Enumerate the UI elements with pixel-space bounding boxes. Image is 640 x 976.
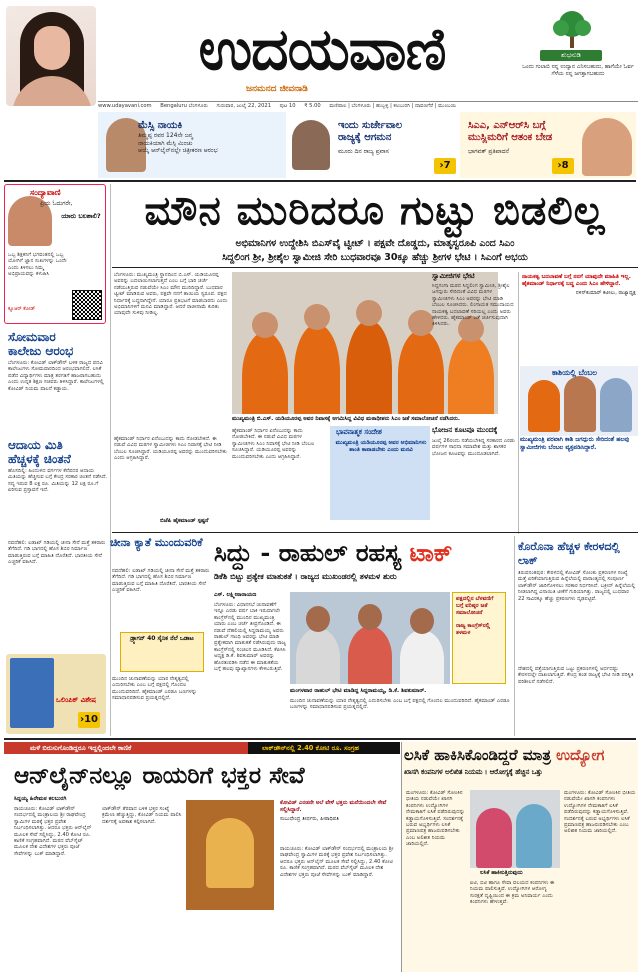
- sub-story-headline[interactable]: ಭೋಜನ ಕೂಟವೂ ಮುಂದಕ್ಕೆ: [432, 426, 498, 434]
- bottom-byline: ಸಿದ್ದಯ್ಯ ಹಿರೇಮಠ ಕಲಬುರಗಿ: [14, 796, 67, 802]
- promo-messi[interactable]: [98, 112, 286, 178]
- section-divider: [112, 267, 638, 268]
- page-count: ಪುಟ 10: [279, 103, 296, 109]
- bottom-article-body: ಲಾಕ್‌ಡೌನ್ ತೆರವಾದ ಬಳಿಕ ಭಕ್ತರ ಸಂಖ್ಯೆ ಕ್ರಮೇಣ ಹೆಚ್ಚುತ್ತಿದ್ದು, ಕೋವಿಡ್ ನಿಯಮ ಪಾಲಿಸಿ ದರ್ಶನಕ್ಕೆ ಅವಕಾಶ ಕಲ್ಪಿಸಲಾಗಿದೆ.: [102, 806, 182, 825]
- main-headline[interactable]: ಮೌನ ಮುರಿದರೂ ಗುಟ್ಟು ಬಿಡಲಿಲ್ಲ: [144, 187, 606, 234]
- article-body: ಹೊಸದಿಲ್ಲಿ: ಹಿಂದುಳಿದ ವರ್ಗಗಳ ಕೆನೆಪದರ ಆದಾಯ ಮಿತಿಯನ್ನು ಹೆಚ್ಚಿಸುವ ಬಗ್ಗೆ ಕೇಂದ್ರ ಸರಕಾರ ಚಿಂತನೆ ನಡೆಸಿದೆ. ಸದ್ಯ ಇರುವ 8 ಲಕ್ಷ ರೂ. ಮಿತಿಯನ್ನು 12 ಲಕ್ಷ ರೂ.ಗೆ ಏರಿಸುವ ಪ್ರಸ್ತಾವನೆ ಇದೆ.: [8, 468, 108, 494]
- promo-surjewala[interactable]: [288, 112, 458, 178]
- corona-body: ದೇಶದಲ್ಲಿ ಪತ್ತೆಯಾಗುತ್ತಿರುವ ಒಟ್ಟು ಪ್ರಕರಣಗಳಲ್ಲಿ ಅರ್ಧದಷ್ಟು ಕೇರಳದಲ್ಲೇ ದಾಖಲಾಗುತ್ತಿವೆ. ಕೇಂದ್ರ ತಂಡ ರಾಜ್ಯಕ್ಕೆ ಭೇಟಿ ನೀಡಿ ಪರಿಸ್ಥಿತಿ ಪರಿಶೀಲನೆ ನಡೆಸಲಿದೆ.: [518, 666, 634, 685]
- promo-thumbnail: [292, 120, 330, 170]
- second-headline[interactable]: [214, 536, 514, 570]
- reader-poll-question: ಯಾರು ಬಲಶಾಲಿ?: [61, 212, 101, 220]
- olympic-special-promo[interactable]: [6, 654, 106, 734]
- corona-body: ತಿರುವನಂತಪುರ: ಕೇರಳದಲ್ಲಿ ಕೋವಿಡ್ ಸೋಂಕು ಪ್ರಕರಣಗಳ ಸಂಖ್ಯೆ ಮತ್ತೆ ಏರಿಕೆಯಾಗುತ್ತಿರುವ ಹಿನ್ನೆಲೆಯಲ್ಲಿ ವಾರಾಂತ್ಯದಲ್ಲಿ ಸಂಪೂರ್ಣ ಲಾಕ್‌ಡೌನ್ ಜಾರಿಗೊಳಿಸಲು ಸರಕಾರ ನಿರ್ಧರಿಸಿದೆ. ಬಕ್ರೀದ್ ಹಿನ್ನೆಲೆಯಲ್ಲಿ ನೀಡಲಾಗಿದ್ದ ವಿನಾಯಿತಿ ಟೀಕೆಗೆ ಗುರಿಯಾಗಿತ್ತು. ರಾಜ್ಯದಲ್ಲಿ ಬುಧವಾರ 22 ಸಾವಿರಕ್ಕೂ ಹೆಚ್ಚು ಪ್ರಕರಣಗಳು ದೃಢಪಟ್ಟಿವೆ.: [518, 570, 636, 602]
- promo-sub: ನಾಯಕಿಯಾಗಿ ಮೆಸ್ಸಿ ಮಿಂಚು: [138, 139, 193, 147]
- promo-bar: [98, 112, 636, 178]
- bottom-quote: [280, 800, 396, 823]
- side-photo-title: ಕಾಶಿಯಲ್ಲಿ ಬೆಂಬಲ: [552, 368, 598, 377]
- china-badge: ಡ್ರ್ಯಾಗನ್ 40 ಸೈನಿಕ ನೆಲೆ ಒಡಾಟ: [120, 632, 204, 672]
- masthead-portrait-image: [6, 6, 96, 106]
- page-number-badge: ›8: [552, 158, 574, 174]
- column-divider: [110, 184, 111, 736]
- vaccine-headline-accent: ಉದ್ಯೋಗ: [556, 746, 605, 764]
- bottom-kicker-highlight: ಲಾಕ್‌ಡೌನ್‌ನಲ್ಲಿ 2.40 ಕೋಟಿ ರೂ. ಸಂಗ್ರಹ: [248, 742, 400, 754]
- main-photo-caption: ಮುಖ್ಯಮಂತ್ರಿ ಬಿ.ಎಸ್. ಯಡಿಯೂರಪ್ಪ ಅವರ ನಿವಾಸಕ್ಕೆ ಆಗಮಿಸಿದ್ದ ವಿವಿಧ ಮಠಾಧೀಶರು ಸಿಎಂ ಜತೆ ಸಮಾಲೋಚನೆ ನಡೆಸಿದರು.: [232, 416, 460, 422]
- olympic-special-title: ಒಲಿಂಪಿಕ್ ವಿಶೇಷ: [56, 696, 97, 704]
- promo-bhagwat[interactable]: [460, 112, 636, 178]
- bottom-kicker: ಮಳೆ ಬಿರುಸುಗೊಂಡಿದ್ದರೂ ಇದ್ದಲ್ಲಿಂದಲೇ ಕಾಣಿಕೆ: [4, 742, 400, 754]
- vaccine-photo-caption: ಲಸಿಕೆ ಹಾಕಿಸುತ್ತಿರುವುದು: [480, 870, 523, 876]
- bottom-quote-author: ಸುಬುಧೇಂದ್ರ ತೀರ್ಥರು, ಪೀಠಾಧಿಪತಿ: [280, 816, 339, 822]
- swami-subhead: ಸ್ವಾಮೀಜಿಗಳ ಭೇಟಿ: [432, 272, 475, 280]
- sub-story-body: ಜುಲೈ 26ರಂದು ನಡೆಯಬೇಕಿದ್ದ ಸರಕಾರದ ಎರಡು ವರ್ಷಗಳ ಸಾಧನಾ ಸಮಾವೇಶ ಮತ್ತು ಶಾಸಕರ ಭೋಜನ ಕೂಟವನ್ನು ಮುಂದೂಡಲಾಗಿದೆ.: [432, 438, 515, 457]
- bottom-article-body: ರಾಯಚೂರು: ಕೋವಿಡ್ ಲಾಕ್‌ಡೌನ್ ಸಂದರ್ಭದಲ್ಲಿ ಮಂತ್ರಾಲಯ ಶ್ರೀ ರಾಘವೇಂದ್ರ ಸ್ವಾಮಿಗಳ ಮಠಕ್ಕೆ ಭಕ್ತರ ಪ್ರವೇಶ ನಿರ್ಬಂಧಿಸಲಾಗಿತ್ತು. ಆದರೂ ಭಕ್ತರು ಆನ್‌ಲೈನ್ ಮೂಲಕ ಸೇವೆ ಸಲ್ಲಿಸಿದ್ದು, 2.40 ಕೋಟಿ ರೂ. ಕಾಣಿಕೆ ಸಂಗ್ರಹವಾಗಿದೆ. ಮಠದ ವೆಬ್‌ಸೈಟ್ ಮೂಲಕ ದೇಶ ವಿದೇಶಗಳ ಭಕ್ತರು ಪೂಜೆ ಸೇವೆಗಳನ್ನು ಬುಕ್ ಮಾಡಿದ್ದಾರೆ.: [14, 806, 92, 857]
- article-headline[interactable]: ಆದಾಯ ಮಿತಿ: [8, 438, 63, 452]
- main-article-byline: ಬಿಜೆಪಿ ಹೈಕಮಾಂಡ್ ಸ್ಪಷ್ಟನೆ: [160, 518, 209, 524]
- article-body: ನವದೆಹಲಿ: ಲಡಾಖ್ ಗಡಿಯಲ್ಲಿ ಚೀನಾ ಸೇನೆ ಮತ್ತೆ ತಕರಾರು ತೆಗೆದಿದೆ. ಗಡಿ ಭಾಗದಲ್ಲಿ ಹೊಸ ಶಿಬಿರ ನಿರ್ಮಾಣ ಮಾಡುತ್ತಿರುವ ಬಗ್ಗೆ ಮಾಹಿತಿ ದೊರೆತಿದೆ. ಭಾರತೀಯ ಸೇನೆ ಎಚ್ಚರಿಕೆ ವಹಿಸಿದೆ.: [8, 540, 106, 566]
- website-link[interactable]: www.udayavani.com: [98, 103, 152, 109]
- china-body: ಮುಂದಿನ ಚುನಾವಣೆಯನ್ನು ಯಾರ ನೇತೃತ್ವದಲ್ಲಿ ಎದುರಿಸಬೇಕು ಎಂಬ ಬಗ್ಗೆ ಪಕ್ಷದಲ್ಲಿ ಗೊಂದಲ ಮುಂದುವರಿದಿದೆ. ಹೈಕಮಾಂಡ್ ಎರಡೂ ಬಣಗಳನ್ನು ಸಮಾಧಾನಪಡಿಸುವ ಪ್ರಯತ್ನದಲ್ಲಿದೆ.: [112, 676, 197, 702]
- newspaper-tagline: ಜನಮನದ ಜೀವನಾಡಿ: [246, 84, 308, 94]
- article-headline[interactable]: ಕಾಲೇಜು ಆರಂಭ: [8, 344, 74, 358]
- china-headline[interactable]: ಚೀನಾ ಕ್ಯಾತೆ ಮುಂದುವರಿಕೆ: [110, 536, 203, 549]
- main-deck: ಅಭಿಮಾನಿಗಳ ಉದ್ದೇಶಿಸಿ ಬಿಎಸ್‌ವೈ ಟ್ವೀಟ್ । ಪಕ್ಷವೇ ದೊಡ್ಡದು, ಮಾತೃಸ್ವರೂಪಿ ಎಂದ ಸಿಎಂ: [235, 238, 515, 249]
- promo-title: ಇಂದು ಸುರ್ಜೇವಾಲ: [338, 120, 403, 131]
- edition: Bengaluru ಬೆಂಗಳೂರು: [160, 103, 208, 109]
- column-divider: [514, 536, 515, 736]
- bottom-headline[interactable]: ಆನ್‌ಲೈನ್‌ನಲ್ಲೂ ರಾಯರಿಗೆ ಭಕ್ತರ ಸೇವೆ: [14, 762, 305, 789]
- price: ₹ 5.00: [304, 103, 321, 109]
- bottom-article-body: ರಾಯಚೂರು: ಕೋವಿಡ್ ಲಾಕ್‌ಡೌನ್ ಸಂದರ್ಭದಲ್ಲಿ ಮಂತ್ರಾಲಯ ಶ್ರೀ ರಾಘವೇಂದ್ರ ಸ್ವಾಮಿಗಳ ಮಠಕ್ಕೆ ಭಕ್ತರ ಪ್ರವೇಶ ನಿರ್ಬಂಧಿಸಲಾಗಿತ್ತು. ಆದರೂ ಭಕ್ತರು ಆನ್‌ಲೈನ್ ಮೂಲಕ ಸೇವೆ ಸಲ್ಲಿಸಿದ್ದು, 2.40 ಕೋಟಿ ರೂ. ಕಾಣಿಕೆ ಸಂಗ್ರಹವಾಗಿದೆ. ಮಠದ ವೆಬ್‌ಸೈಟ್ ಮೂಲಕ ದೇಶ ವಿದೇಶಗಳ ಭಕ್ತರು ಪೂಜೆ ಸೇವೆಗಳನ್ನು ಬುಕ್ ಮಾಡಿದ್ದಾರೆ.: [280, 846, 394, 878]
- promo-thumbnail: [582, 118, 632, 176]
- section-divider: [112, 532, 638, 533]
- corona-headline[interactable]: ಕೊರೊನಾ ಹೆಚ್ಚಳ ಕೇರಳದಲ್ಲಿ ಲಾಕ್: [518, 540, 620, 567]
- vaccine-headline-main: ಲಸಿಕೆ ಹಾಕಿಸಿಕೊಂಡಿದ್ದರೆ ಮಾತ್ರ: [404, 746, 551, 764]
- vaccine-photo: [470, 790, 560, 868]
- reader-poll-text: ಒಬ್ಬ ಶಿಕ್ಷಕನಿಗೆ ಭಗವಂತನಲ್ಲಿ ಒಬ್ಬ ಯೋಗಿಗೆ ಜ್ಞಾನ ಸುಖಗಳನ್ನು ಒಂದೇ ಎಂದು ತಿಳಿಸಲು ನಿಮ್ಮ ಅಭಿಪ್ರಾಯವನ್ನು ಕಳುಹಿಸಿ: [8, 252, 67, 278]
- info-box-text: ಮುಖ್ಯಮಂತ್ರಿ ಯಡಿಯೂರಪ್ಪ ಅವರ ಅಭಿಮಾನಿಗಳು ಶಾಂತಿ ಕಾಪಾಡಬೇಕು ಎಂದು ಮನವಿ: [335, 440, 427, 453]
- olympic-thumbnail: [10, 658, 54, 728]
- vaccine-article-body: ಐಟಿ, ಬಿಟಿ ಹಾಗೂ ಸೇವಾ ವಲಯದ ಕಂಪನಿಗಳು ಈ ನಿಯಮ ಪಾಲಿಸುತ್ತಿವೆ. ಉದ್ಯೋಗಿಗಳ ಆರೋಗ್ಯ ಸುರಕ್ಷತೆ ದೃಷ್ಟಿಯಿಂದ ಈ ಕ್ರಮ ಅನಿವಾರ್ಯ ಎಂದು ಕಂಪನಿಗಳು ಹೇಳುತ್ತವೆ.: [470, 880, 555, 906]
- main-article-body: ಹೈಕಮಾಂಡ್ ನಿರ್ಧಾರ ಏನೆಂಬುದನ್ನು ಕಾದು ನೋಡಬೇಕಿದೆ. ಈ ನಡುವೆ ವಿವಿಧ ಮಠಗಳ ಸ್ವಾಮೀಜಿಗಳು ಸಿಎಂ ನಿವಾಸಕ್ಕೆ ಭೇಟಿ ನೀಡಿ ಬೆಂಬಲ ಸೂಚಿಸಿದ್ದಾರೆ. ಯಡಿಯೂರಪ್ಪ ಅವರನ್ನು ಮುಂದುವರಿಸಬೇಕು ಎಂದು ಆಗ್ರಹಿಸಿದ್ದಾರೆ.: [232, 428, 315, 460]
- vaccine-deck: ಖಾಸಗಿ ಕಂಪನಿಗಳ ಅಲಿಖಿತ ನಿಯಮ । ಆರೋಗ್ಯಕ್ಕೆ ಹೆಚ್ಚಿನ ಒತ್ತು: [404, 768, 543, 776]
- second-headline-main: ಸಿದ್ದು - ರಾಹುಲ್ ರಹಸ್ಯ: [214, 538, 402, 567]
- swami-text: ಸಿದ್ದಗಂಗಾ ಮಠದ ಸಿದ್ದಲಿಂಗ ಸ್ವಾಮೀಜಿ, ಶ್ರೀಶೈಲ ಜಗದ್ಗುರು ಸೇರಿದಂತೆ ವಿವಿಧ ಮಠಗಳ ಸ್ವಾಮೀಜಿಗಳು ಸಿಎಂ ಅವರನ್ನು ಭೇಟಿ ಮಾಡಿ ಬೆಂಬಲ ಸೂಚಿಸಿದರು. ಲಿಂಗಾಯತ ಸಮುದಾಯದ ನಾಯಕತ್ವ ಬದಲಾವಣೆ ಸರಿಯಲ್ಲ ಎಂದು ಅವರು ಹೇಳಿದರು. ಹೈಕಮಾಂಡ್ ಜತೆ ಚರ್ಚಿಸುವುದಾಗಿ ತಿಳಿಸಿದರು.: [432, 283, 514, 328]
- main-deck: ಸಿದ್ದಲಿಂಗ ಶ್ರೀ, ಶ್ರೀಶೈಲ ಸ್ವಾಮೀಜಿ ಸೇರಿ ಬುಧವಾರವೂ 30ಕ್ಕೂ ಹೆಚ್ಚು ಶ್ರೀಗಳ ಭೇಟಿ । ಸಿಎಂಗೆ ಅಭಯ: [222, 252, 528, 263]
- reader-poll-title: ಸಂದ್ಯಾವಾಣಿ: [30, 188, 61, 197]
- main-article-body: ಬೆಂಗಳೂರು: ಮುಖ್ಯಮಂತ್ರಿ ಸ್ಥಾನದಿಂದ ಬಿ.ಎಸ್. ಯಡಿಯೂರಪ್ಪ ಅವರನ್ನು ಬದಲಾಯಿಸಲಾಗುತ್ತದೆ ಎಂಬ ಬಗ್ಗೆ ಭಾರಿ ಚರ್ಚೆ ನಡೆಯುತ್ತಿರುವ ನಡುವೆಯೇ ಸಿಎಂ ಮೌನ ಮುರಿದಿದ್ದಾರೆ. ಬುಧವಾರ ಟ್ವೀಟ್ ಮಾಡಿರುವ ಅವರು, ಪಕ್ಷವೇ ನನಗೆ ತಾಯಿಯ ಸ್ವರೂಪ. ಪಕ್ಷದ ನಿರ್ಧಾರಕ್ಕೆ ಬದ್ಧನಾಗಿದ್ದೇನೆ. ಯಾರೂ ಪ್ರತಿಭಟನೆ ಮಾಡಬಾರದು ಎಂದು ಅಭಿಮಾನಿಗಳಿಗೆ ಮನವಿ ಮಾಡಿದ್ದಾರೆ. ಆದರೆ ರಾಜೀನಾಮೆ ಕುರಿತು ಯಾವುದೇ ಸುಳಿವು ನೀಡಿಲ್ಲ.: [114, 272, 228, 317]
- china-body: ನವದೆಹಲಿ: ಲಡಾಖ್ ಗಡಿಯಲ್ಲಿ ಚೀನಾ ಸೇನೆ ಮತ್ತೆ ತಕರಾರು ತೆಗೆದಿದೆ. ಗಡಿ ಭಾಗದಲ್ಲಿ ಹೊಸ ಶಿಬಿರ ನಿರ್ಮಾಣ ಮಾಡುತ್ತಿರುವ ಬಗ್ಗೆ ಮಾಹಿತಿ ದೊರೆತಿದೆ. ಭಾರತೀಯ ಸೇನೆ ಎಚ್ಚರಿಕೆ ವಹಿಸಿದೆ.: [112, 568, 210, 594]
- main-article-body: ಹೈಕಮಾಂಡ್ ನಿರ್ಧಾರ ಏನೆಂಬುದನ್ನು ಕಾದು ನೋಡಬೇಕಿದೆ. ಈ ನಡುವೆ ವಿವಿಧ ಮಠಗಳ ಸ್ವಾಮೀಜಿಗಳು ಸಿಎಂ ನಿವಾಸಕ್ಕೆ ಭೇಟಿ ನೀಡಿ ಬೆಂಬಲ ಸೂಚಿಸಿದ್ದಾರೆ. ಯಡಿಯೂರಪ್ಪ ಅವರನ್ನು ಮುಂದುವರಿಸಬೇಕು ಎಂದು ಆಗ್ರಹಿಸಿದ್ದಾರೆ.: [114, 436, 227, 462]
- highlight-item: ರಾಜ್ಯ ಕಾಂಗ್ರೆಸ್‌ನಲ್ಲಿ ತಳಮಳ: [456, 623, 490, 636]
- promo-sub: ಮೂರು ದಿನ ರಾಜ್ಯ ಪ್ರವಾಸ: [338, 148, 389, 155]
- swami-box: [432, 272, 516, 422]
- second-highlight-box: [452, 592, 506, 684]
- qr-label: ಕ್ಯೂಆರ್ ಕೋಡ್: [8, 306, 36, 312]
- second-article-body: ಬೆಂಗಳೂರು: ವಿಧಾನಸಭೆ ಚುನಾವಣೆಗೆ ಇನ್ನೂ ಎರಡು ವರ್ಷ ಬಾಕಿ ಇರುವಾಗಲೇ ಕಾಂಗ್ರೆಸ್‌ನಲ್ಲಿ ಮುಂದಿನ ಮುಖ್ಯಮಂತ್ರಿ ಯಾರು ಎಂಬ ಚರ್ಚೆ ತೀವ್ರಗೊಂಡಿದೆ. ಈ ನಡುವೆ ದೆಹಲಿಯಲ್ಲಿ ಸಿದ್ದರಾಮಯ್ಯ ಅವರು ರಾಹುಲ್ ಗಾಂಧಿ ಅವರನ್ನು ಭೇಟಿ ಮಾಡಿ ಪ್ರತ್ಯೇಕವಾಗಿ ಮಾತುಕತೆ ನಡೆಸಿರುವುದು ರಾಜ್ಯ ಕಾಂಗ್ರೆಸ್‌ನಲ್ಲಿ ಸಂಚಲನ ಮೂಡಿಸಿದೆ. ಕೆಪಿಸಿಸಿ ಅಧ್ಯಕ್ಷ ಡಿ.ಕೆ. ಶಿವಕುಮಾರ್ ಅವರನ್ನು ಹೊರತುಪಡಿಸಿ ನಡೆದ ಈ ಮಾತುಕತೆಯ ಬಗ್ಗೆ ಹಲವು ವ್ಯಾಖ್ಯಾನಗಳು ಕೇಳಿಬರುತ್ತಿವೆ.: [214, 602, 286, 673]
- highlight-item: ಪಕ್ಷದಲ್ಲಿನ ಬೆಳವಣಿಗೆ ಬಗ್ಗೆ ವರಿಷ್ಠರ ಜತೆ ಸಮಾಲೋಚನೆ: [456, 596, 494, 616]
- page-number-badge: ›7: [434, 158, 456, 174]
- right-quote: [522, 274, 636, 297]
- city-editions: ಮಣಿಪಾಲ | ಬೆಂಗಳೂರು | ಹುಬ್ಬಳ್ಳಿ | ಕಲಬುರಗಿ | ದಾವಣಗೆರೆ | ಮುಂಬಯಿ: [329, 103, 457, 109]
- second-photo-caption: ಮಂಗಳವಾರ ರಾಹುಲ್ ಭೇಟಿ ಮಾಡಿದ್ದ ಸಿದ್ದರಾಮಯ್ಯ, ಡಿ.ಕೆ. ಶಿವಕುಮಾರ್.: [290, 688, 427, 694]
- promo-title: ಸಿಎಎ, ಎನ್‌ಆರ್‌ಸಿ ಬಗ್ಗೆ: [468, 120, 546, 131]
- page-number-badge: ›10: [78, 712, 100, 728]
- article-headline[interactable]: ಹೆಚ್ಚಳಕ್ಕೆ ಚಿಂತನೆ: [8, 452, 71, 466]
- column-divider: [518, 272, 519, 534]
- vaccine-article-body: ಮಂಗಳೂರು: ಕೋವಿಡ್ ಸೋಂಕಿನ ಭೀತಿಯ ನಡುವೆಯೇ ಖಾಸಗಿ ಕಂಪನಿಗಳು ಉದ್ಯೋಗಿಗಳ ನೇಮಕಾತಿಗೆ ಲಸಿಕೆ ಪಡೆದಿರುವುದನ್ನು ಕಡ್ಡಾಯಗೊಳಿಸುತ್ತಿವೆ. ಸಂದರ್ಶನಕ್ಕೆ ಬರುವ ಅಭ್ಯರ್ಥಿಗಳು ಲಸಿಕೆ ಪ್ರಮಾಣಪತ್ರ ಹಾಜರುಪಡಿಸಬೇಕು ಎಂಬ ಅಲಿಖಿತ ನಿಯಮ ಜಾರಿಯಲ್ಲಿದೆ.: [406, 790, 465, 848]
- promo-title: ಮೆಸ್ಸಿ ನಾಯಕಿ: [138, 120, 183, 131]
- tree-icon: [545, 8, 599, 48]
- section-divider: [4, 738, 636, 740]
- vaccine-article-body: ಮಂಗಳೂರು: ಕೋವಿಡ್ ಸೋಂಕಿನ ಭೀತಿಯ ನಡುವೆಯೇ ಖಾಸಗಿ ಕಂಪನಿಗಳು ಉದ್ಯೋಗಿಗಳ ನೇಮಕಾತಿಗೆ ಲಸಿಕೆ ಪಡೆದಿರುವುದನ್ನು ಕಡ್ಡಾಯಗೊಳಿಸುತ್ತಿವೆ. ಸಂದರ್ಶನಕ್ಕೆ ಬರುವ ಅಭ್ಯರ್ಥಿಗಳು ಲಸಿಕೆ ಪ್ರಮಾಣಪತ್ರ ಹಾಜರುಪಡಿಸಬೇಕು ಎಂಬ ಅಲಿಖಿತ ನಿಯಮ ಜಾರಿಯಲ್ಲಿದೆ.: [564, 790, 636, 835]
- quote-of-the-day: ಒಂದು ಗುಲಾಬಿ ನನ್ನ ಉದ್ಯಾನ ಎನಿಸಬಹುದು, ಹಾಗೆಯೇ ಓರ್ವ ಗೆಳೆಯ ನನ್ನ ಜಗತ್ತಾಗಬಹುದು: [522, 64, 634, 77]
- section-divider: [4, 180, 636, 182]
- newspaper-logo: ಉದಯವಾಣಿ: [198, 15, 446, 83]
- promo-title: ರಾಜ್ಯಕ್ಕೆ ಆಗಮನ: [338, 132, 392, 143]
- second-byline: ಎಸ್. ಲಕ್ಷ್ಮೀನಾರಾಯಣ: [214, 592, 257, 598]
- temple-photo: [186, 800, 274, 910]
- quote-badge: ಶುಭನುಡಿ: [540, 50, 602, 61]
- qr-code[interactable]: [72, 290, 102, 320]
- second-headline-accent: ಟಾಕ್: [409, 538, 453, 567]
- promo-sub: ತಿಮ್ಮಪ್ಪ ರವರ 124ನೇ ಜನ್ಮ: [138, 132, 193, 139]
- vaccine-headline[interactable]: [404, 744, 638, 766]
- dateline-bar: [98, 101, 638, 111]
- second-article-body: ಮುಂದಿನ ಚುನಾವಣೆಯನ್ನು ಯಾರ ನೇತೃತ್ವದಲ್ಲಿ ಎದುರಿಸಬೇಕು ಎಂಬ ಬಗ್ಗೆ ಪಕ್ಷದಲ್ಲಿ ಗೊಂದಲ ಮುಂದುವರಿದಿದೆ. ಹೈಕಮಾಂಡ್ ಎರಡೂ ಬಣಗಳನ್ನು ಸಮಾಧಾನಪಡಿಸುವ ಪ್ರಯತ್ನದಲ್ಲಿದೆ.: [290, 698, 510, 711]
- right-quote-text: ನಾಯಕತ್ವ ಬದಲಾವಣೆ ಬಗ್ಗೆ ನನಗೆ ಯಾವುದೇ ಮಾಹಿತಿ ಇಲ್ಲ. ಹೈಕಮಾಂಡ್ ನಿರ್ಧಾರಕ್ಕೆ ಬದ್ಧ ಎಂದು ಸಿಎಂ ಹೇಳಿದ್ದಾರೆ.: [522, 274, 631, 287]
- second-deck: ಡಿಕೆಶಿ ಬಿಟ್ಟು ಪ್ರತ್ಯೇಕ ಮಾತುಕತೆ । ರಾಜ್ಯದ ಮುಖಂಡರಲ್ಲಿ ತಳಮಳ ಶುರು: [214, 572, 397, 581]
- promo-sub: ಆಯ್ಕೆ ಆನ್‌ಲೈನ್‌ನಲ್ಲೇ ಚಿತ್ರೀಕರಣ ಆರಂಭ: [138, 147, 218, 154]
- date: ಗುರುವಾರ, ಜುಲೈ 22, 2021: [216, 103, 272, 109]
- bottom-quote-text: ಕೋವಿಡ್ ಎರಡನೇ ಅಲೆ ವೇಳೆ ಭಕ್ತರು ಮನೆಯಿಂದಲೇ ಸೇವೆ ಸಲ್ಲಿಸಿದ್ದಾರೆ.: [280, 800, 387, 813]
- promo-title: ಮುಸ್ಲಿಮರಿಗೆ ಆತಂಕ ಬೇಡ: [468, 132, 553, 143]
- article-body: ಬೆಂಗಳೂರು: ಕೋವಿಡ್ ಲಾಕ್‌ಡೌನ್ ಬಳಿಕ ರಾಜ್ಯದ ಪದವಿ ಕಾಲೇಜುಗಳು ಸೋಮವಾರದಿಂದ ಆರಂಭವಾಗಲಿದೆ. ಲಸಿಕೆ ಪಡೆದ ವಿದ್ಯಾರ್ಥಿಗಳು ಮಾತ್ರ ತರಗತಿಗೆ ಹಾಜರಾಗಬಹುದು ಎಂದು ಉನ್ನತ ಶಿಕ್ಷಣ ಸಚಿವರು ತಿಳಿಸಿದ್ದಾರೆ. ಕಾಲೇಜುಗಳಲ್ಲಿ ಕೋವಿಡ್ ನಿಯಮ ಪಾಲನೆ ಕಡ್ಡಾಯ.: [8, 360, 104, 392]
- second-news-photo: [290, 592, 450, 684]
- reader-poll-greeting: ಪ್ರಿಯ ಓದುಗರೇ,: [40, 200, 73, 207]
- side-photo-caption: ಮುಖ್ಯಮಂತ್ರಿ ಪರವಾಗಿ ಕಾಶಿ ಜಗದ್ಗುರು ಸೇರಿದಂತೆ ಹಲವು ಸ್ವಾಮೀಜಿಗಳು ಬೆಂಬಲ ವ್ಯಕ್ತಪಡಿಸಿದ್ದಾರೆ.: [520, 436, 630, 451]
- info-box-title: ಭಾವನಾತ್ಮಕ ಸಂದೇಶ: [336, 428, 382, 436]
- article-headline[interactable]: ಸೋಮವಾರ: [8, 330, 56, 344]
- promo-sub: ಭಾಗವತ್ ಪ್ರತಿಪಾದನೆ: [468, 148, 510, 155]
- right-quote-author: ನಳಿನ್‌ಕುಮಾರ್ ಕಟೀಲು, ರಾಜ್ಯಾಧ್ಯಕ್ಷ: [575, 290, 636, 296]
